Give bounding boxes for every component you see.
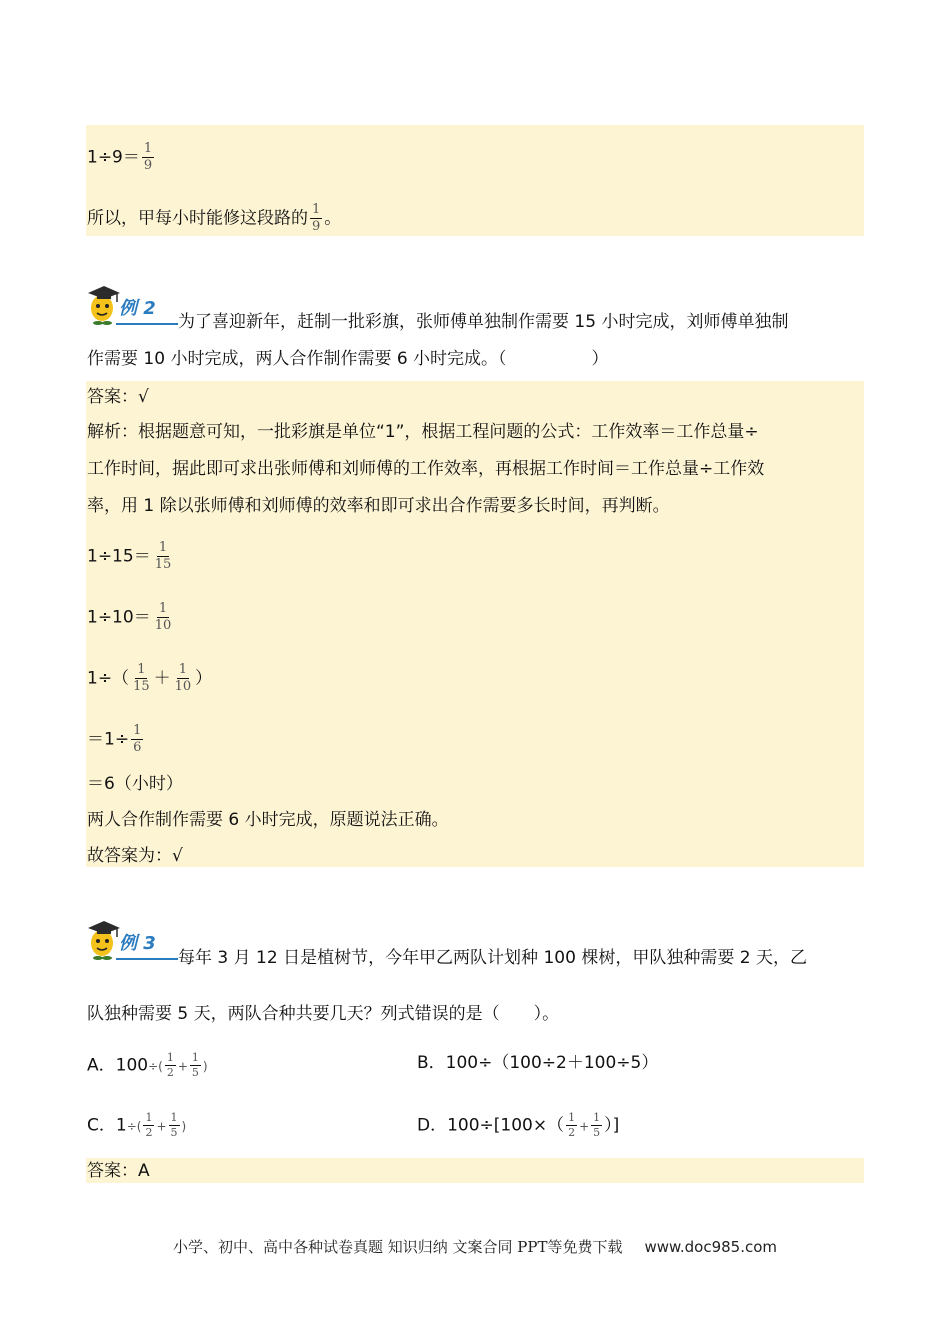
equation-line: 1÷（ $\frac{1}{15}$ ＋ $\frac{1}{10}$ ） xyxy=(87,662,213,694)
answer-label: 答案：√ xyxy=(87,387,149,407)
option-d: D．100÷[100×（ $\frac{1}{2}$ + $\frac{1}{5}$ ）] xyxy=(417,1111,620,1139)
question-line: 队独种需要 5 天，两队合种共要几天？列式错误的是（ ）。 xyxy=(87,1004,560,1024)
example-3-badge-icon xyxy=(86,917,178,965)
svg-text:例 2: 例 2 xyxy=(119,298,156,319)
solution-highlight-2 xyxy=(86,381,864,867)
fraction: $\frac{1}{5}$ xyxy=(170,1111,178,1139)
fraction: $\frac{1}{15}$ xyxy=(133,662,150,694)
fraction: $\frac{1}{5}$ xyxy=(191,1051,199,1079)
fraction: $\frac{1}{9}$ xyxy=(312,202,321,234)
analysis-text: 工作时间，据此即可求出张师傅和刘师傅的工作效率，再根据工作时间＝工作总量÷工作效 xyxy=(87,459,765,479)
result-text: 两人合作制作需要 6 小时完成，原题说法正确。 xyxy=(87,810,449,830)
equation-line xyxy=(87,142,156,173)
fraction: $\frac{1}{2}$ xyxy=(166,1051,174,1079)
answer-label: 答案：A xyxy=(87,1161,150,1181)
question-line: 作需要 10 小时完成，两人合作制作需要 6 小时完成。（ ） xyxy=(87,349,609,369)
example-2-badge-icon xyxy=(86,282,178,330)
equation-line: 1÷15＝ $\frac{1}{15}$ xyxy=(87,540,172,572)
fraction: $\frac{1}{5}$ xyxy=(593,1111,601,1139)
fraction: $\frac{1}{2}$ xyxy=(568,1111,576,1139)
final-answer: 故答案为：√ xyxy=(87,846,183,866)
conclusion-line: 所以，甲每小时能修这段路的 $\frac{1}{9}$ 。 xyxy=(87,202,342,234)
fraction: $\frac{1}{2}$ xyxy=(145,1111,153,1139)
equation-line: ＝6（小时） xyxy=(87,774,183,794)
option-b: B．100÷（100÷2＋100÷5） xyxy=(417,1053,659,1073)
analysis-text: 率，用 1 除以张师傅和刘师傅的效率和即可求出合作需要多长时间，再判断。 xyxy=(87,496,670,516)
option-c: C．1÷( $\frac{1}{2}$ + $\frac{1}{5}$ ) xyxy=(87,1111,187,1139)
fraction: $\frac{1}{6}$ xyxy=(133,723,142,755)
equation-line: ＝1÷ $\frac{1}{6}$ xyxy=(87,723,142,755)
analysis-text: 解析：根据题意可知，一批彩旗是单位“1”，根据工程问题的公式：工作效率＝工作总量÷ xyxy=(87,422,759,442)
equation-text: 1÷9＝ xyxy=(87,147,140,168)
fraction: $\frac{1}{10}$ xyxy=(174,662,192,694)
question-line: 每年 3 月 12 日是植树节，今年甲乙两队计划种 100 棵树，甲队独种需要 2 天，乙 xyxy=(178,948,807,968)
footer-link[interactable]: www.doc985.com xyxy=(644,1238,778,1256)
fraction: $\frac{1}{15}$ xyxy=(154,540,172,572)
footer-text: 小学、初中、高中各种试卷真题 知识归纳 文案合同 PPT等免费下载 xyxy=(172,1238,623,1256)
answer-highlight-3 xyxy=(86,1158,864,1183)
equation-line: 1÷10＝ $\frac{1}{10}$ xyxy=(87,601,172,633)
fraction: $\frac{1}{10}$ xyxy=(154,601,172,633)
question-line: 为了喜迎新年，赶制一批彩旗，张师傅单独制作需要 15 小时完成，刘师傅单独制 xyxy=(178,312,789,332)
svg-text:例 3: 例 3 xyxy=(119,933,156,954)
option-a: A．100÷( $\frac{1}{2}$ + $\frac{1}{5}$ ) xyxy=(87,1051,208,1079)
page-footer xyxy=(0,1236,950,1257)
fraction: $\frac{1}{9}$ xyxy=(143,141,153,173)
